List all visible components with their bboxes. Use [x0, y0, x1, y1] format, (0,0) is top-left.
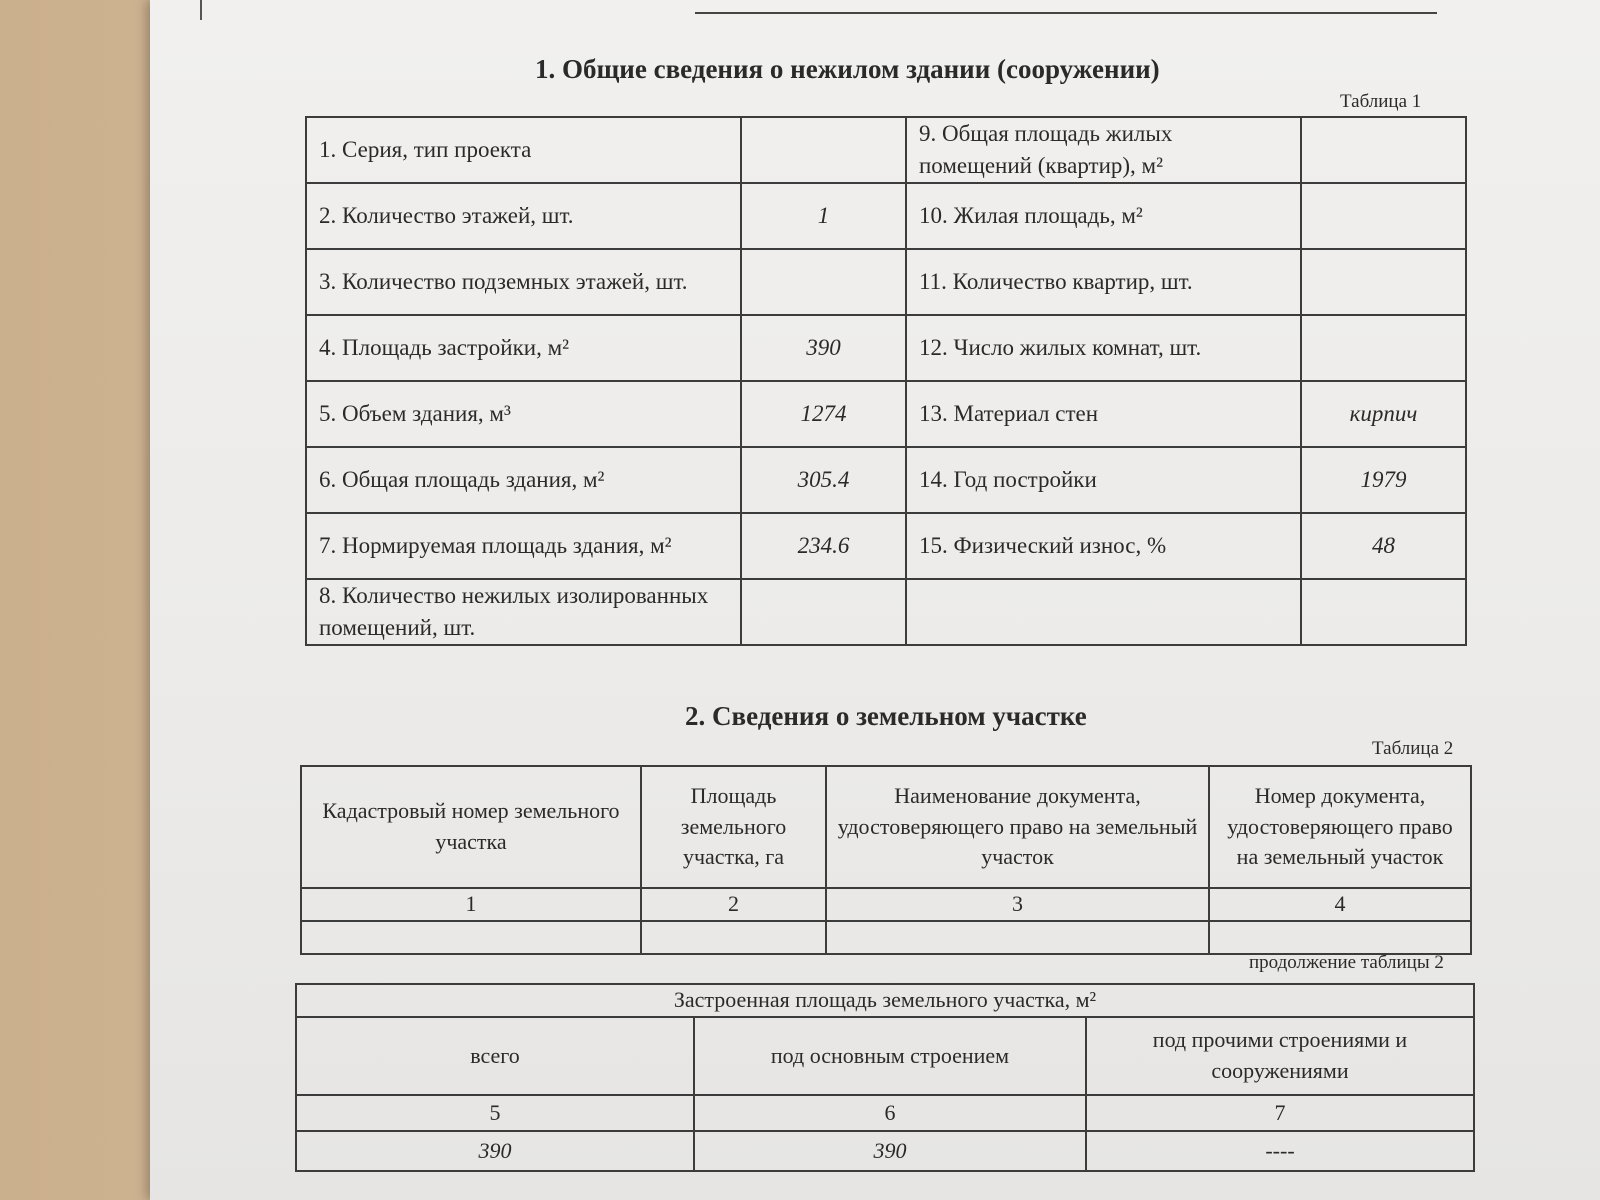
building-info-table — [305, 116, 1467, 646]
column-number: 5 — [296, 1095, 694, 1131]
header-cell: Номер документа, удостоверяющего право на земельный участок — [1209, 766, 1471, 888]
table-row — [301, 921, 1471, 954]
row-value — [741, 579, 906, 645]
row-label: 12. Число жилых комнат, шт. — [906, 315, 1301, 381]
column-number: 6 — [694, 1095, 1086, 1131]
table2-continuation-caption: продолжение таблицы 2 — [1249, 952, 1444, 973]
table1-caption: Таблица 1 — [1340, 91, 1422, 112]
group-header: Застроенная площадь земельного участка, м² — [296, 984, 1474, 1017]
row-label: 13. Материал стен — [906, 381, 1301, 447]
row-label-text: 8. Количество нежилых изолированных помещений, шт. — [319, 583, 709, 640]
row-label: 7. Нормируемая площадь здания, м² — [306, 513, 741, 579]
table-cell — [1209, 921, 1471, 954]
table-cell — [301, 921, 641, 954]
row-value — [1301, 249, 1466, 315]
column-number: 4 — [1209, 888, 1471, 921]
table-cell: ---- — [1086, 1131, 1474, 1171]
row-label: 10. Жилая площадь, м² — [906, 183, 1301, 249]
column-number: 2 — [641, 888, 826, 921]
header-cell: под прочими строениями и сооружениями — [1086, 1017, 1474, 1095]
header-rule — [695, 12, 1437, 14]
row-value: 48 — [1301, 513, 1466, 579]
table2-caption: Таблица 2 — [1372, 738, 1454, 759]
table-row — [306, 381, 1466, 447]
row-value: 390 — [741, 315, 906, 381]
row-label: 3. Количество подземных этажей, шт. — [306, 249, 741, 315]
table-cell — [641, 921, 826, 954]
row-label: 2. Количество этажей, шт. — [306, 183, 741, 249]
column-number: 3 — [826, 888, 1209, 921]
table-row — [306, 315, 1466, 381]
built-area-table — [295, 983, 1475, 1172]
row-label — [306, 579, 741, 645]
row-value: 234.6 — [741, 513, 906, 579]
header-cell: под основным строением — [694, 1017, 1086, 1095]
row-value — [1301, 315, 1466, 381]
column-number: 7 — [1086, 1095, 1474, 1131]
group-header-row — [296, 984, 1474, 1017]
table-cell — [826, 921, 1209, 954]
row-value — [1301, 579, 1466, 645]
column-number-row — [296, 1095, 1474, 1131]
row-value: 1979 — [1301, 447, 1466, 513]
column-number-row — [301, 888, 1471, 921]
row-value — [741, 117, 906, 183]
row-value: 1274 — [741, 381, 906, 447]
table-row — [306, 579, 1466, 645]
table-header-row — [301, 766, 1471, 888]
row-label: 15. Физический износ, % — [906, 513, 1301, 579]
table2-title: 2. Сведения о земельном участке — [685, 701, 1087, 731]
row-value: кирпич — [1301, 381, 1466, 447]
table-row — [306, 249, 1466, 315]
row-label — [906, 579, 1301, 645]
row-label: 4. Площадь застройки, м² — [306, 315, 741, 381]
header-cell: Кадастровый номер земельного участка — [301, 766, 641, 888]
table-cell: 390 — [296, 1131, 694, 1171]
row-label: 6. Общая площадь здания, м² — [306, 447, 741, 513]
row-value — [741, 249, 906, 315]
table-cell: 390 — [694, 1131, 1086, 1171]
land-plot-table — [300, 765, 1472, 955]
table1-title: 1. Общие сведения о нежилом здании (сооружении) — [535, 54, 1160, 84]
row-label: 1. Серия, тип проекта — [306, 117, 741, 183]
row-value — [1301, 117, 1466, 183]
row-value: 1 — [741, 183, 906, 249]
header-cell: Наименование документа, удостоверяющего право на земельный участок — [826, 766, 1209, 888]
row-label: 5. Объем здания, м³ — [306, 381, 741, 447]
table-row — [296, 1131, 1474, 1171]
header-cell: всего — [296, 1017, 694, 1095]
row-value: 305.4 — [741, 447, 906, 513]
table-header-row — [296, 1017, 1474, 1095]
column-number: 1 — [301, 888, 641, 921]
table-row — [306, 513, 1466, 579]
row-label: 14. Год постройки — [906, 447, 1301, 513]
row-label: 11. Количество квартир, шт. — [906, 249, 1301, 315]
table-row — [306, 447, 1466, 513]
document-page — [150, 0, 1600, 1200]
table-row — [306, 117, 1466, 183]
table-row — [306, 183, 1466, 249]
header-cell: Площадь земельного участка, га — [641, 766, 826, 888]
row-label: 9. Общая площадь жилых помещений (квартир), м² — [906, 117, 1301, 183]
row-value — [1301, 183, 1466, 249]
